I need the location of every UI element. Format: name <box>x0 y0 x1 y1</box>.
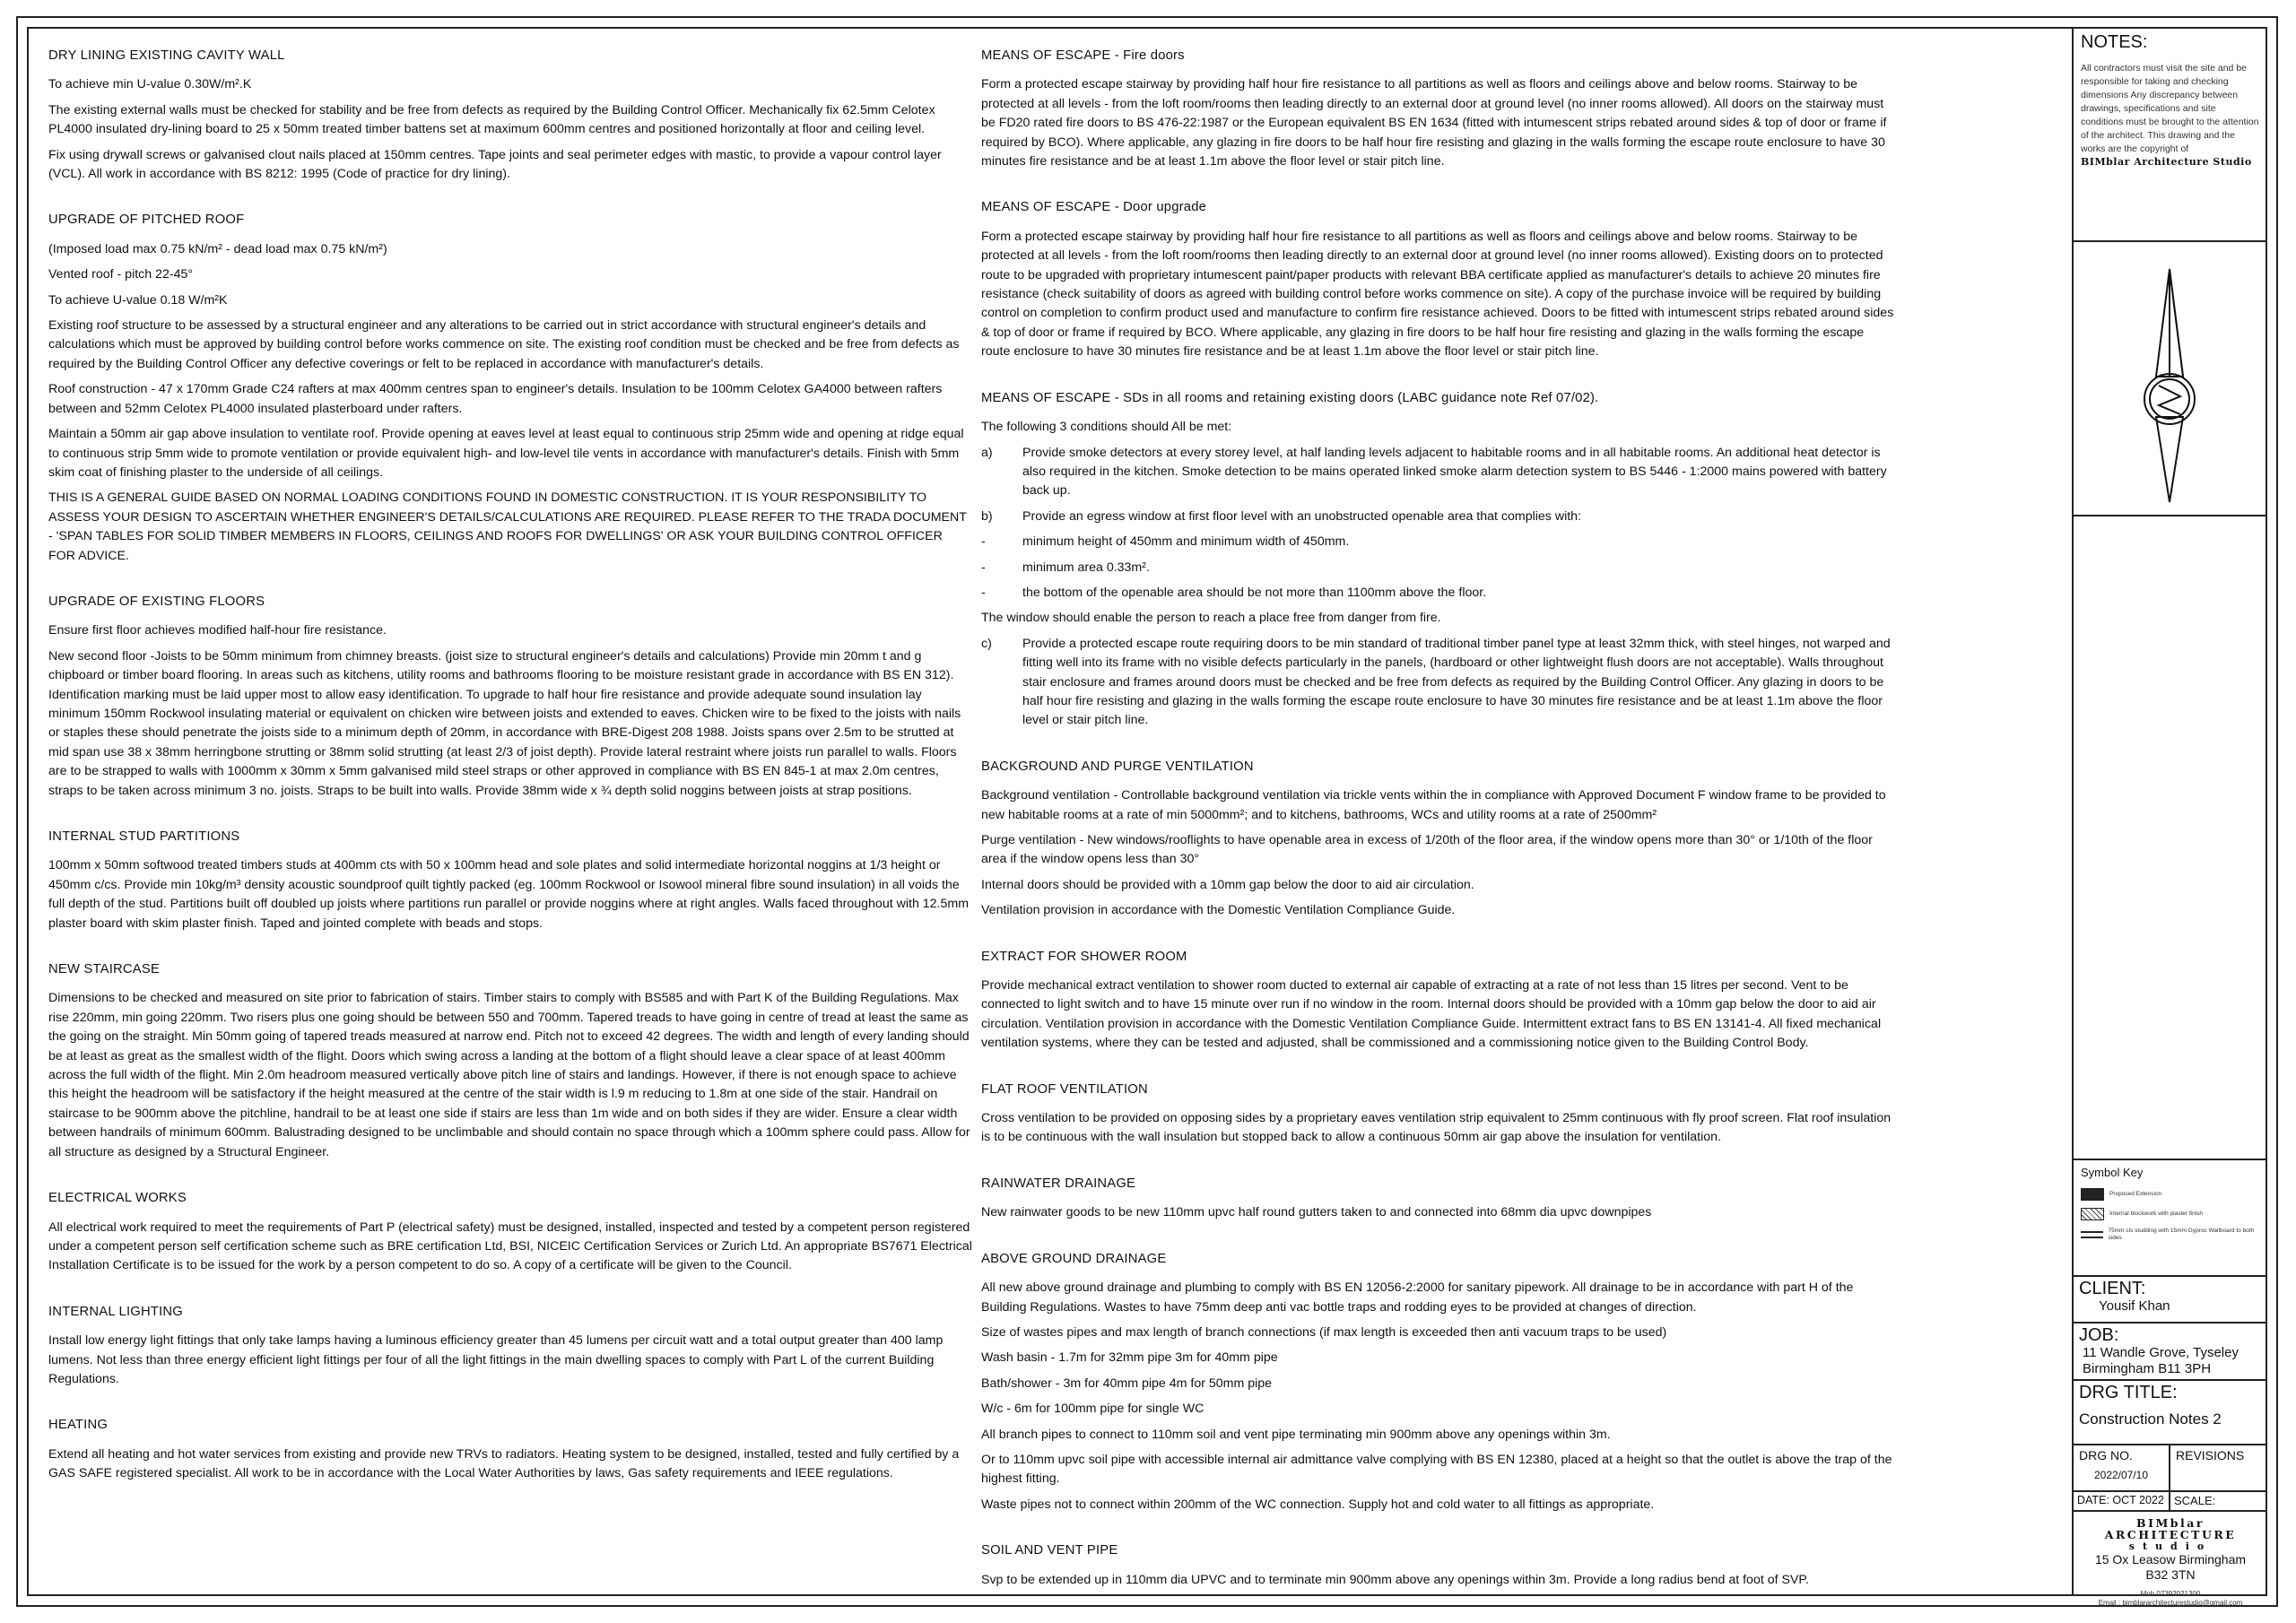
left-notes-column <box>48 47 972 1511</box>
section-paragraph: Waste pipes not to connect within 200mm of the WC connection. Supply hot and cold water to all fittings as appropriate. <box>981 1497 1655 1512</box>
north-arrow-icon <box>2074 242 2266 515</box>
symbol-key-panel <box>2074 1159 2267 1275</box>
note-section <box>48 47 972 184</box>
section-title: NEW STAIRCASE <box>48 962 161 977</box>
note-section <box>981 1081 1896 1148</box>
list-item-text: minimum height of 450mm and minimum width of 450mm. <box>1022 534 1350 550</box>
scale-cell <box>2170 1492 2267 1510</box>
studio-address-line2: B32 3TN <box>2145 1567 2196 1582</box>
job-address-line2: Birmingham B11 3PH <box>2083 1361 2212 1376</box>
section-title: UPGRADE OF PITCHED ROOF <box>48 213 245 228</box>
drawing-number-panel <box>2074 1444 2267 1490</box>
symbol-key-row <box>2081 1208 2260 1220</box>
solid-swatch-icon <box>2081 1188 2104 1201</box>
job-panel <box>2074 1322 2267 1379</box>
date-scale-panel <box>2074 1490 2267 1510</box>
section-paragraph: Extend all heating and hot water services from existing and provide new TRVs to radiators. Heating system to be designed, installed, tested and fully certified by a GAS SAFE registered specialist. All work to be in accordance with the Local Water Authorities by laws, Gas safety requirements and IEEE regulations. <box>48 1446 960 1481</box>
stud-wall-swatch-icon <box>2081 1231 2103 1238</box>
list-item <box>981 559 1896 577</box>
section-paragraph: Roof construction - 47 x 170mm Grade C24 rafters at max 400mm centres span to engineer's details. Insulation to be 100mm Celotex GA4000 between rafters between and 52mm Celotex PL4000 insulated plasterboard under rafters. <box>48 382 943 416</box>
section-paragraph: (Imposed load max 0.75 kN/m² - dead load max 0.75 kN/m²) <box>48 241 387 256</box>
section-paragraph: Form a protected escape stairway by providing half hour fire resistance to all partitions as well as floors and ceilings above and below rooms. Stairway to be protected at all levels - from the loft room/rooms then leading directly to an external door at ground level (no inner rooms allowed). Existing doors on to protected route to be upgraded with proprietary intumescent paint/paper products with relevant BBA certificate applied as manufacturer's details to achieve 20 minutes fire resistance (check suitability of doors as agreed with building control before works commence on site). A copy of the purchase invoice will be required by building control on completion to confirm product used and manufacture to confirm fire resistance achieved. Doors to be fitted with intumescent strips rebated around sides & top of door or frame if required by BCO. Where applicable, any glazing in fire doors to be half hour fire resisting and glazing in the walls forming the escape route enclosure to have 30 minutes fire resistance and be at least 1.1m above the floor level or stair pitch line. <box>981 229 1894 360</box>
section-paragraph: Existing roof structure to be assessed by a structural engineer and any alterations to be carried out in strict accordance with structural engineer's details and calculations which must be approved by building control before works commence on site. The existing roof condition must be checked and be free from defects as required by the Building Control Officer any defective coverings or felt to be replaced in accordance with manufacturer's details. <box>48 318 960 371</box>
list-item <box>981 533 1896 551</box>
list-item-text: The window should enable the person to reach a place free from danger from fire. <box>981 611 1441 626</box>
section-title: ELECTRICAL WORKS <box>48 1191 187 1206</box>
studio-address-line1: 15 Ox Leasow Birmingham <box>2094 1552 2247 1567</box>
section-paragraph: Vented roof - pitch 22-45° <box>48 267 194 282</box>
section-paragraph: The existing external walls must be checked for stability and be free from defects as required by the Building Control Officer. Mechanically fix 62.5mm Celotex PL4000 insulated dry-lining board to 25 x 50mm treated timber battens set at maximum 600mm centres and positioned horizontally at floor and ceiling level. <box>48 102 935 137</box>
list-item <box>981 444 1896 501</box>
note-section <box>981 1175 1896 1223</box>
drawing-title-value: Construction Notes 2 <box>2079 1410 2222 1428</box>
studio-panel <box>2074 1510 2267 1607</box>
section-paragraph: Form a protected escape stairway by providing half hour fire resistance to all partitions as well as floors and ceilings above and below rooms. Stairway to be protected at all levels - from the loft room/rooms then leading directly to an external door at ground level (no inner rooms allowed). All doors on the stairway must be FD20 rated fire doors to BS 476-22:1987 or the European equivalent BS EN 1634 (fitted with intumescent strips rebated around sides & top of door or frame if required by BCO). Where applicable, any glazing in fire doors to be half hour fire resisting and glazing in the walls forming the escape route enclosure to have 30 minutes fire resistance and be at least 1.1m above the floor level or stair pitch line. <box>981 77 1887 169</box>
list-item-marker: a) <box>981 445 993 460</box>
section-paragraph: Dimensions to be checked and measured on site prior to fabrication of stairs. Timber stairs to comply with BS585 and with Part K of the Building Regulations. Max rise 220mm, min going 220mm. Two risers plus one going should be between 550 and 700mm. Tapered treads to have going in centre of tread at least the same as the going on the straight. Min 50mm going of tapered treads measured at narrow end. Pitch not to exceed 42 degrees. The width and length of every landing should be at least as great as the smallest width of the flight. Doors which swing across a landing at the bottom of a flight should leave a clear space of at least 400mm across the full width of the flight. Min 2.0m headroom measured vertically above pitch line of stairs and landings. However, if there is not enough space to achieve this height the headroom will be satisfactory if the height measured at the centre of the stair width is l.9 m reducing to 1.8m at one side of the stair. Handrail on staircase to be 900mm above the pitchline, handrail to be at least one side if stairs are less than 1m wide and on both sides if they are wider. Ensure a clear width between handrails of minimum 600mm. Balustrading designed to be unclimbable and should contain no space through which a 100mm sphere could pass. Allow for all structure as designed by a Structural Engineer. <box>48 991 970 1159</box>
section-title: BACKGROUND AND PURGE VENTILATION <box>981 759 1254 774</box>
section-paragraph: To achieve min U-value 0.30W/m².K <box>48 77 252 92</box>
section-paragraph: Cross ventilation to be provided on opposing sides by a proprietary eaves ventilation strip equivalent to 25mm continuous with fly proof screen. Flat roof insulation is to be continuous with the wall insulation but stopped back to allow a continuous 50mm air gap above the insulation for ventilation. <box>981 1111 1892 1145</box>
list-item <box>981 584 1896 603</box>
section-paragraph: New second floor -Joists to be 50mm minimum from chimney breasts. (joist size to structural engineer's details and calculations) Provide min 20mm t and g chipboard or timber board flooring. In areas such as kitchens, utility rooms and bathrooms flooring to be moisture resistant grade in accordance with BS EN 312). Identification marking must be laid upper most to allow easy identification. To upgrade to half hour fire resistance and provide adequate sound insulation lay minimum 150mm Rockwool insulating material or equivalent on chicken wire between joists and extended to eaves. Chicken wire to be fixed to the joists with nails or staples these should penetrate the joists side to a minimum depth of 20mm, in accordance with BRE-Digest 208 1988. Joists spans over 2.5m to be strutted at mid span use 38 x 38mm herringbone strutting or 38mm solid strutting (at least 2/3 of joist depth). Provide lateral restraint where joists run parallel to walls. Floors are to be strapped to walls with 1000mm x 30mm x 5mm galvanised mild steel straps or other approved in compliance with BS EN 845-1 at max 2.0m centres, straps to be taken across minimum 3 no. joists. Straps to be built into walls. Provide 38mm wide x ¾ depth solid noggins between joists at strap positions. <box>48 648 961 798</box>
symbol-key-row <box>2081 1228 2260 1242</box>
section-title: INTERNAL LIGHTING <box>48 1304 184 1319</box>
section-title: SOIL AND VENT PIPE <box>981 1543 1118 1558</box>
list-item <box>981 635 1896 731</box>
drawing-number-value: 2022/07/10 <box>2093 1469 2149 1481</box>
section-title: DRY LINING EXISTING CAVITY WALL <box>48 48 285 63</box>
section-paragraph: Or to 110mm upvc soil pipe with accessible internal air admittance valve complying with BS EN 12380, placed at a height so that the outlet is above the trap of the highest fitting. <box>981 1452 1892 1487</box>
section-paragraph: The following 3 conditions should All be met: <box>981 420 1232 435</box>
section-paragraph: Size of wastes pipes and max length of branch connections (if max length is exceeded then anti vacuum traps to be used) <box>981 1324 1667 1340</box>
date-label: DATE: OCT 2022 <box>2077 1494 2164 1506</box>
notes-panel <box>2074 27 2267 242</box>
section-paragraph: Ensure first floor achieves modified half-hour fire resistance. <box>48 623 387 638</box>
list-item-text: the bottom of the openable area should be not more than 1100mm above the floor. <box>1022 585 1487 600</box>
note-section <box>48 828 972 933</box>
note-section <box>48 211 972 566</box>
section-paragraph: Ventilation provision in accordance with the Domestic Ventilation Compliance Guide. <box>981 903 1456 918</box>
list-item <box>981 609 1896 628</box>
symbol-key-label: Internal blockwork with plaster finish <box>2109 1211 2204 1217</box>
symbol-key-label: 75mm cls studding with 15mm Gyproc Wallboard to both sides <box>2108 1228 2255 1241</box>
job-address-line1: 11 Wandle Grove, Tyseley <box>2083 1345 2239 1360</box>
symbol-key-label: Proposed Extension <box>2109 1191 2162 1197</box>
notes-heading: NOTES: <box>2081 32 2148 52</box>
section-paragraph: Fix using drywall screws or galvanised clout nails placed at 150mm centres. Tape joints and seal perimeter edges with mastic, to provide a vapour control layer (VCL). All work in accordance with BS 8212: 1995 (Code of practice for dry lining). <box>48 147 942 182</box>
list-item-text: Provide an egress window at first floor level with an unobstructed openable area that complies with: <box>1022 508 1582 524</box>
scale-label: SCALE: <box>2174 1494 2216 1507</box>
studio-name: BIMblar ARCHITECTURE <box>2104 1516 2237 1541</box>
hatch-swatch-icon <box>2081 1208 2104 1220</box>
studio-subtitle: studio <box>2128 1541 2213 1552</box>
section-paragraph: THIS IS A GENERAL GUIDE BASED ON NORMAL LOADING CONDITIONS FOUND IN DOMESTIC CONSTRUCTION. IT IS YOUR RESPONSIBILITY TO ASSESS YOUR DESIGN TO ASCERTAIN WHETHER ENGINEER'S DETAILS/CALCULATIONS ARE REQUIRED. PLEASE REFER TO THE TRADA DOCUMENT - 'SPAN TABLES FOR SOLID TIMBER MEMBERS IN FLOORS, CEILINGS AND ROOFS FOR DWELLINGS' OR ASK YOUR BUILDING CONTROL OFFICER FOR ADVICE. <box>48 490 967 563</box>
note-section <box>48 960 972 1162</box>
studio-mobile: Mob 07392021300 <box>2140 1590 2201 1598</box>
note-section <box>48 593 972 801</box>
section-paragraph: Svp to be extended up in 110mm dia UPVC and to terminate min 900mm above any openings within 3m. Provide a long radius bend at foot of SVP. <box>981 1572 1809 1587</box>
title-block <box>2072 27 2267 1607</box>
list-item-marker: - <box>981 560 986 575</box>
notes-text: All contractors must visit the site and be responsible for taking and checking dimensions Any discrepancy between drawings, specifications and site conditions must be brought to the attention of the architect. This drawing and the works are the copyright of <box>2081 63 2259 154</box>
list-item-marker: - <box>981 534 986 550</box>
note-section <box>981 389 1896 731</box>
list-item-text: minimum area 0.33m². <box>1022 560 1150 575</box>
notes-studio-name: BIMblar Architecture Studio <box>2081 156 2252 168</box>
revisions-cell <box>2170 1445 2267 1490</box>
note-section <box>981 1250 1896 1515</box>
note-section <box>981 198 1896 361</box>
middle-notes-column <box>981 47 1896 1617</box>
section-paragraph: All electrical work required to meet the requirements of Part P (electrical safety) must be designed, installed, inspected and tested by a competent person registered under a competent person self certification scheme such as BRE certification Ltd, BSI, NICEIC Certification Services or Zurich Ltd. An appropriate BS7671 Electrical Installation Certificate is to be issued for the work by a person competent to do so. A copy of a certificate will be given to the Council. <box>48 1219 972 1273</box>
client-value: Yousif Khan <box>2099 1298 2170 1314</box>
date-cell <box>2074 1492 2170 1510</box>
symbol-key-heading: Symbol Key <box>2081 1166 2144 1179</box>
section-title: MEANS OF ESCAPE - Door upgrade <box>981 200 1207 215</box>
section-paragraph: Install low energy light fittings that only take lamps having a luminous efficiency greater than 45 lumens per circuit watt and a total output greater than 400 lamp lumens. Not less than three energy efficient light fittings per four of all the light fittings in the main dwelling spaces to comply with Part L of the current Building Regulations. <box>48 1333 944 1386</box>
section-paragraph: All new above ground drainage and plumbing to comply with BS EN 12056-2:2000 for sanitary pipework. All drainage to be in accordance with part H of the Building Regulations. Wastes to have 75mm deep anti vac bottle traps and rodding eyes to be provided at changes of direction. <box>981 1280 1854 1315</box>
section-paragraph: Purge ventilation - New windows/rooflights to have openable area in excess of 1/20th of the floor area, if the window opens more than 30° or 1/10th of the floor area if the window opens less than 30° <box>981 833 1873 867</box>
list-item-text: Provide a protected escape route requiring doors to be min standard of traditional timber panel type at least 32mm thick, with steel hinges, not warped and fitting well into its frame with no visible defects particularly in the panels, (hardboard or other lightweight flush doors are not acceptable). Walls throughout stair enclosure and frames around doors must be checked and be free from defects as required by the Building Control Officer. Any glazing in doors to be half hour fire resisting and glazing in the walls forming the escape route enclosure to have 30 minutes fire resistance and be at least 1.1m above the floor level or stair pitch line. <box>1022 636 1891 728</box>
section-paragraph: Background ventilation - Controllable background ventilation via trickle vents within the in compliance with Approved Document F window frame to be provided to new habitable rooms at a rate of min 5000mm²; and to kitchens, bathrooms, WCs and utility rooms at a rate of 2500mm² <box>981 788 1886 822</box>
section-paragraph: Wash basin - 1.7m for 32mm pipe 3m for 40mm pipe <box>981 1350 1278 1366</box>
drawing-title-panel <box>2074 1379 2267 1444</box>
section-paragraph: All branch pipes to connect to 110mm soil and vent pipe terminating min 900mm above any openings within 3m. <box>981 1427 1611 1442</box>
drawing-title-label: DRG TITLE: <box>2079 1383 2178 1402</box>
drawing-number-label: DRG NO. <box>2079 1448 2133 1462</box>
list-item-marker: c) <box>981 636 992 651</box>
drawing-number-cell <box>2074 1445 2170 1490</box>
note-section <box>48 1303 972 1390</box>
list-item <box>981 508 1896 526</box>
symbol-key-row <box>2081 1188 2260 1201</box>
section-title: UPGRADE OF EXISTING FLOORS <box>48 594 265 609</box>
revisions-label: REVISIONS <box>2176 1448 2245 1462</box>
job-label: JOB: <box>2079 1325 2119 1345</box>
list-item-marker: - <box>981 585 986 600</box>
note-section <box>48 1189 972 1276</box>
north-arrow-panel <box>2074 242 2267 516</box>
section-paragraph: Maintain a 50mm air gap above insulation to ventilate roof. Provide opening at eaves level at least equal to continuous strip 25mm wide and opening at ridge equal to continuous strip 5mm wide to promote ventilation or provide equivalent high- and low-level tile vents in accordance with manufacturer's details. Finish with 5mm skim coat of finishing plaster to the underside of all ceilings. <box>48 427 964 480</box>
note-section <box>981 948 1896 1054</box>
client-panel <box>2074 1275 2267 1322</box>
client-label: CLIENT: <box>2079 1279 2146 1298</box>
section-paragraph: 100mm x 50mm softwood treated timbers studs at 400mm cts with 50 x 100mm head and sole plates and solid intermediate horizontal noggins at 1/3 height or 450mm c/cs. Provide min 10kg/m³ density acoustic soundproof quilt tightly packed (eg. 100mm Rockwool or Isowool mineral fibre sound insulation) in all voids the full depth of the stud. Partitions built off doubled up joists where partitions run parallel or provide noggins where at right angles. Walls faced throughout with 12.5mm plaster board with skim plaster finish. Taped and jointed complete with beads and stops. <box>48 858 970 931</box>
list-item-marker: b) <box>981 508 993 524</box>
note-section <box>981 47 1896 171</box>
section-title: INTERNAL STUD PARTITIONS <box>48 829 240 844</box>
section-title: FLAT ROOF VENTILATION <box>981 1081 1148 1097</box>
studio-email: Email : bimblararchitecturestudio@gmail.com <box>2098 1599 2243 1607</box>
section-title: ABOVE GROUND DRAINAGE <box>981 1251 1167 1266</box>
section-paragraph: Bath/shower - 3m for 40mm pipe 4m for 50mm pipe <box>981 1376 1273 1391</box>
section-title: HEATING <box>48 1418 109 1433</box>
note-section <box>981 1541 1896 1590</box>
section-paragraph: W/c - 6m for 100mm pipe for single WC <box>981 1402 1205 1417</box>
list-item-text: Provide smoke detectors at every storey level, at half landing levels adjacent to habitable rooms and in all habitable rooms. An additional heat detector is also required in the kitchen. Smoke detection to be mains operated linked smoke alarm detection system to BS 5446 - 1:2000 mains powered with battery back up. <box>1022 445 1887 499</box>
section-paragraph: Provide mechanical extract ventilation to shower room ducted to external air capable of extracting at a rate of not less than 15 litres per second. Vent to be connected to light switch and to have 15 minute over run if no window in the room. Internal doors should be provided with a 10mm gap below the door to aid air circulation. Ventilation provision in accordance with the Domestic Ventilation Compliance Guide. Intermittent extract fans to BS EN 13141-4. All fixed mechanical ventilation systems, where they can be tested and adjusted, shall be commissioned and a commissioning notice given to the Building Control Body. <box>981 978 1882 1051</box>
note-section <box>981 758 1896 921</box>
section-title: MEANS OF ESCAPE - SDs in all rooms and retaining existing doors (LABC guidance note Ref 07/02). <box>981 390 1599 405</box>
section-paragraph: To achieve U-value 0.18 W/m²K <box>48 292 228 308</box>
section-paragraph: Internal doors should be provided with a 10mm gap below the door to aid air circulation. <box>981 877 1474 892</box>
section-title: RAINWATER DRAINAGE <box>981 1176 1136 1191</box>
section-paragraph: New rainwater goods to be new 110mm upvc half round gutters taken to and connected into 68mm dia upvc downpipes <box>981 1205 1652 1220</box>
section-title: MEANS OF ESCAPE - Fire doors <box>981 48 1185 63</box>
section-title: EXTRACT FOR SHOWER ROOM <box>981 949 1187 964</box>
note-section <box>48 1416 972 1483</box>
